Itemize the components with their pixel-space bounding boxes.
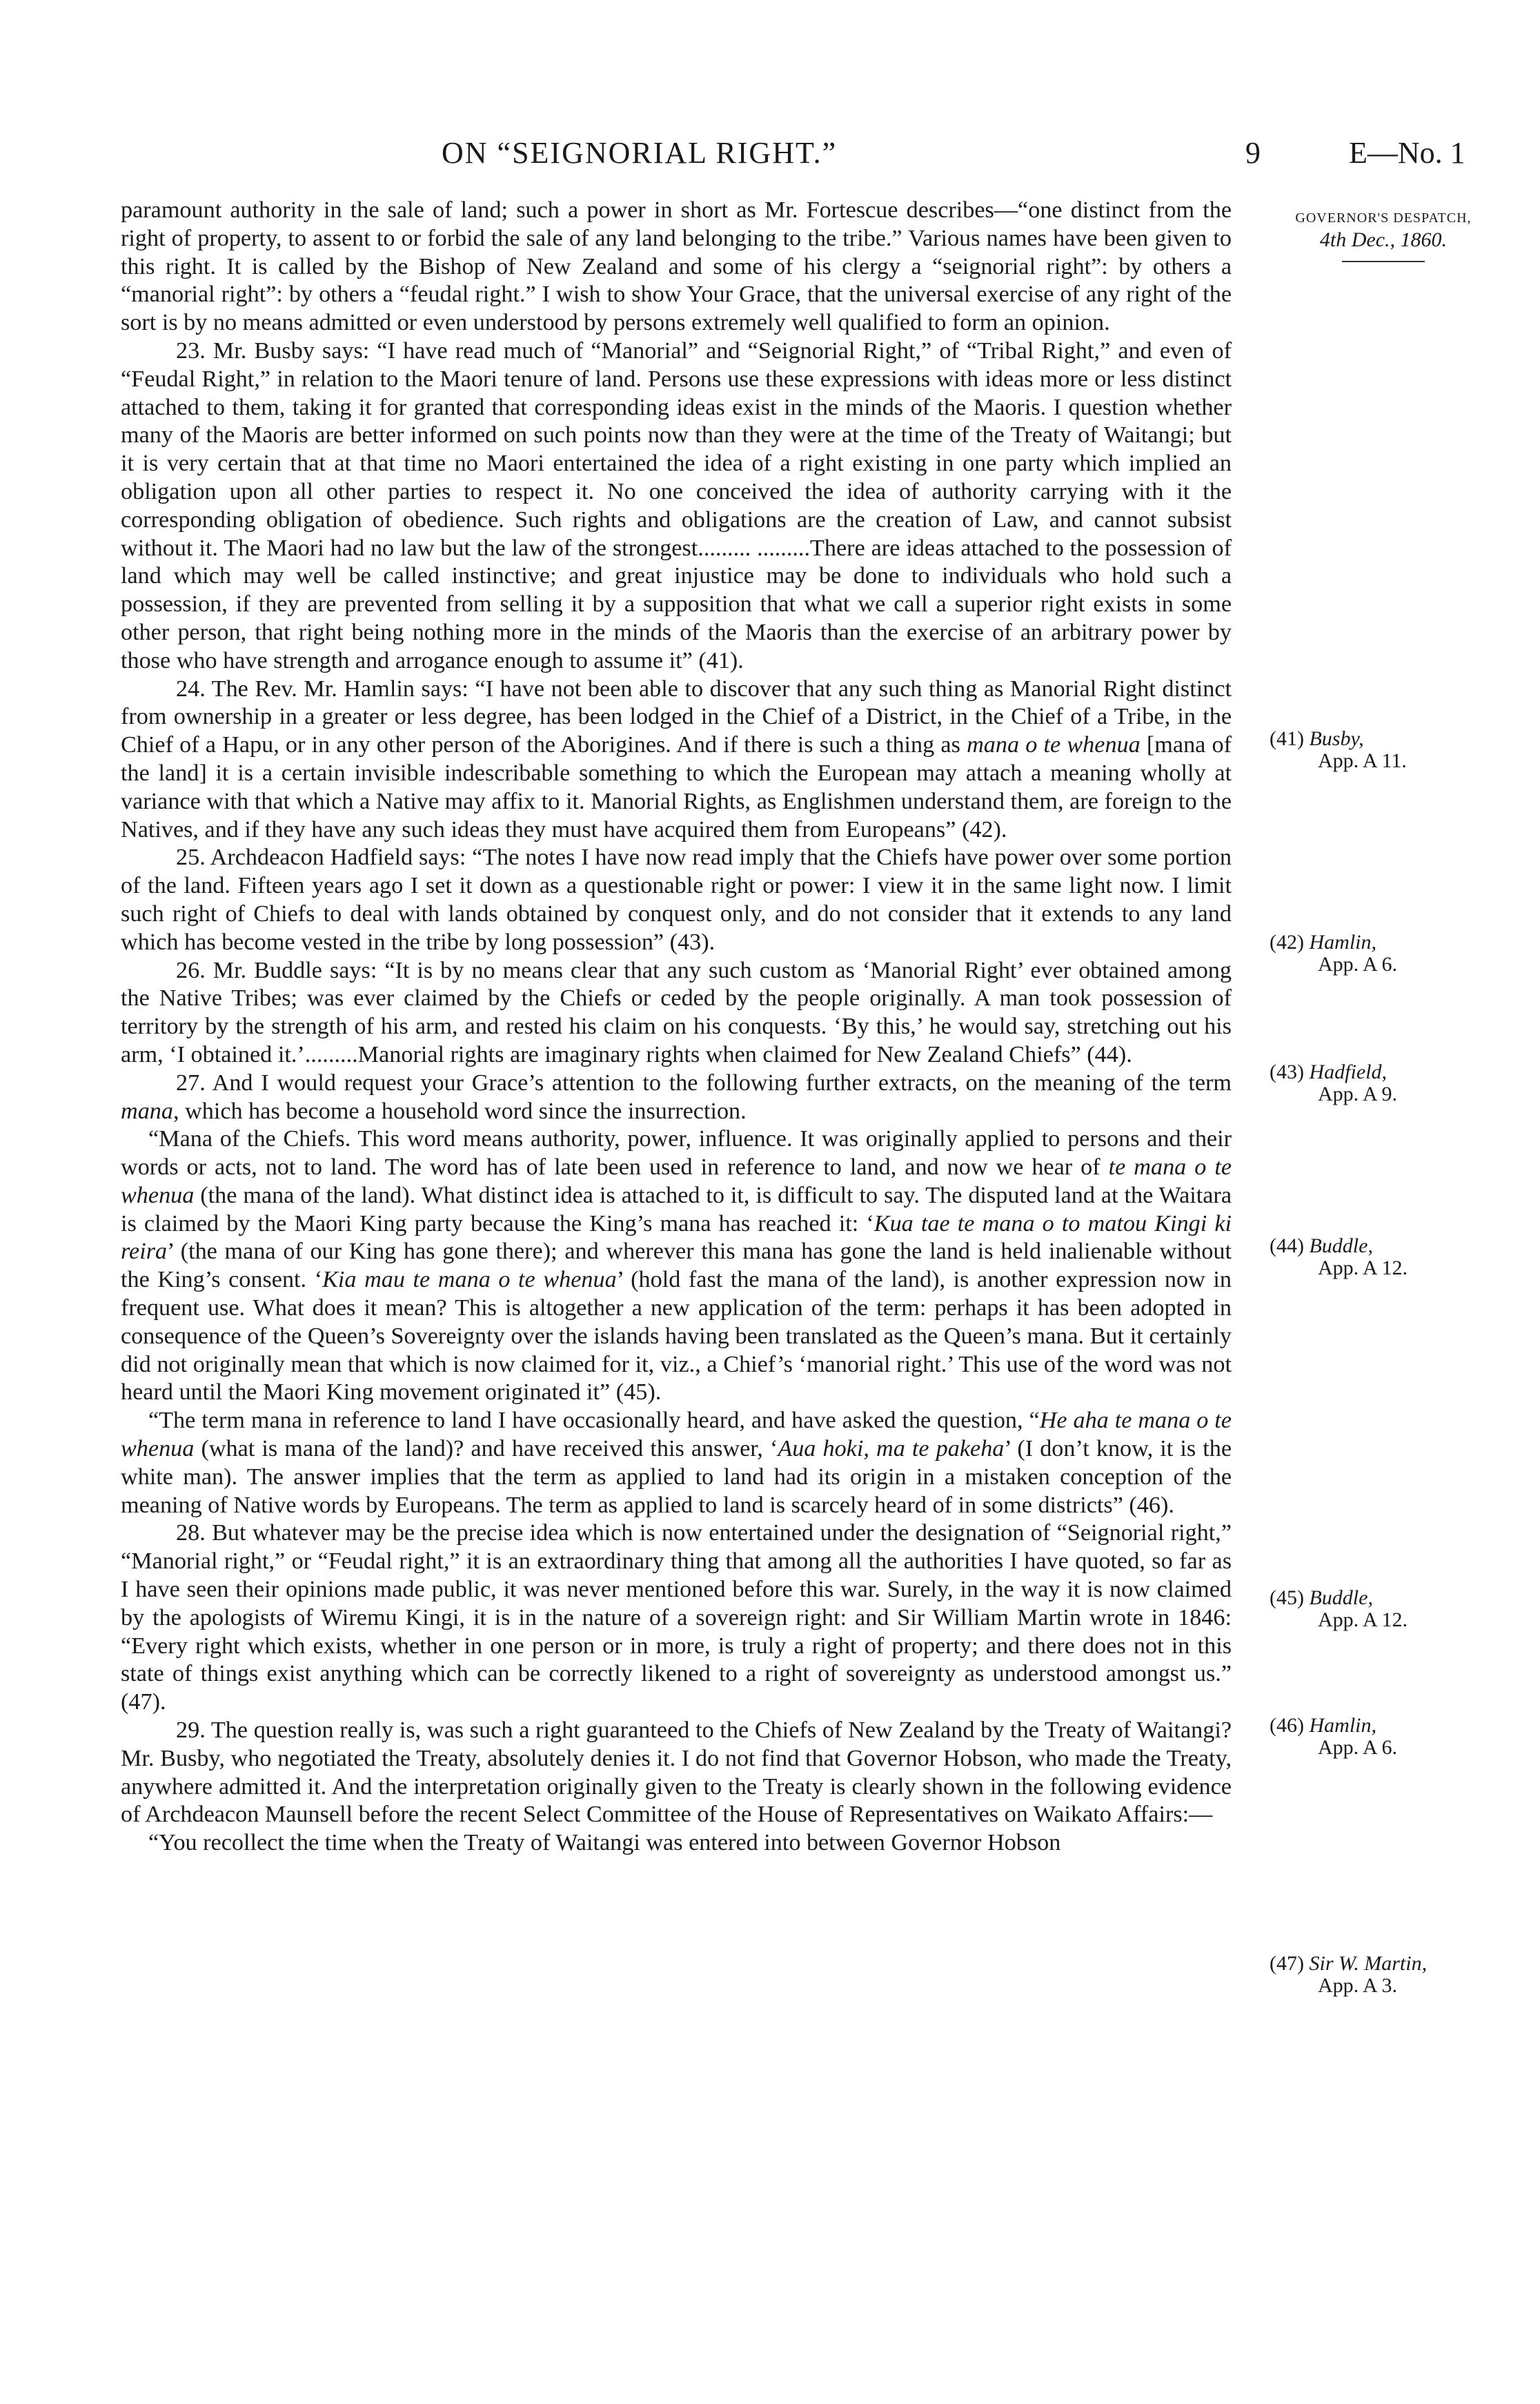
text-run: (what is mana of the land)? and have received this answer, ‘ — [194, 1436, 778, 1462]
margin-note-44 — [1270, 1235, 1497, 1279]
quotation-term-mana — [121, 1407, 1232, 1519]
text-run: (the mana of the land). What distinct idea is attached to it, is difficult to say. The disputed land at the Waitara is claimed by the Maori King party because the King’s mana has reached it: ‘ — [121, 1182, 1232, 1237]
paragraph-23: 23. Mr. Busby says: “I have read much of “Manorial” and “Seignorial Right,” of “Tribal Right,” and even of “Feudal Right,” in relation to the Maori tenure of land. Persons use these expressions with ideas more or less distinct attached to them, taking it for granted that corresponding ideas exist in the minds of the Maoris. I question whether many of the Maoris are better informed on such points now than they were at the time of the Treaty of Waitangi; but it is very certain that at that time no Maori entertained the idea of a right existing in one party which implied an obligation upon all other parties to respect it. No one conceived the idea of authority carrying with it the corresponding obligation of obedience. Such rights and obligations are the creation of Law, and cannot subsist without it. The Maori had no law but the law of the strongest......... .........There are ideas attached to the possession of land which may well be called instinctive; and great injustice may be done to individuals who hold such a possession, if they are prevented from selling it by a supposition that what we call a superior right exists in some other person, that right being nothing more in the minds of the Maoris than the exercise of an arbitrary power by those who have strength and arrogance enough to assume it” (41). — [121, 337, 1232, 673]
text-run: “Mana of the Chiefs. This word means authority, power, influence. It was originally applied to persons and their words or acts, not to land. The word has of late been used in reference to land, and now we hear of — [121, 1126, 1232, 1181]
note-author: Buddle, — [1309, 1586, 1373, 1609]
text-run: 24. The Rev. Mr. Hamlin says: “I have not been able to discover that any such thing as Manorial Right distinct from ownership in a greater or less degree, has been lodged in the Chief of a District, in the Chief of a Tribe, in the Chief of a Hapu, or in any other person of the Aborigines. And if there is such a thing as — [121, 676, 1232, 758]
italic-maori-term: Aua hoki, ma te pakeha — [778, 1436, 1005, 1462]
italic-maori-term: He aha te mana o te whenua — [121, 1408, 1232, 1462]
margin-note-47 — [1270, 1953, 1497, 1997]
italic-maori-term: te mana o te whenua — [121, 1154, 1232, 1208]
despatch-label: GOVERNOR'S DESPATCH, — [1295, 210, 1472, 226]
page-number: 9 — [1245, 136, 1261, 170]
note-author: Sir W. Martin, — [1309, 1952, 1428, 1975]
italic-maori-term: Kua tae te mana o to matou Kingi ki reira — [121, 1210, 1232, 1265]
note-number: (46) — [1270, 1714, 1304, 1737]
note-number: (47) — [1270, 1952, 1304, 1975]
note-number: (41) — [1270, 727, 1304, 750]
paragraph-25: 25. Archdeacon Hadfield says: “The notes I have now read imply that the Chiefs have power over some portion of the land. Fifteen years ago I set it down as a questionable right or power: I view it in the same light now. I limit such right of Chiefs to deal with lands obtained by conquest only, and do not consider that it extends to any land which has become vested in the tribe by long possession” (43). — [121, 845, 1232, 955]
paragraph-continued: paramount authority in the sale of land; such a power in short as Mr. Fortescue describes—“one distinct from the right of property, to assent to or forbid the sale of any land belonging to the tribe.” Various names have been given to this right. It is called by the Bishop of New Zealand and some of his clergy a “seignorial right”: by others a “manorial right”: by others a “feudal right.” I wish to show Your Grace, that the universal exercise of any right of the sort is by no means admitted or even understood by persons extremely well qualified to form an opinion. — [121, 197, 1232, 336]
note-number: (44) — [1270, 1234, 1304, 1257]
note-author: Hamlin, — [1309, 1714, 1376, 1737]
note-reference: App. A 11. — [1318, 749, 1407, 772]
note-author: Buddle, — [1309, 1234, 1373, 1257]
margin-note-46 — [1270, 1715, 1497, 1759]
margin-note-45 — [1270, 1587, 1497, 1631]
note-reference: App. A 9. — [1318, 1083, 1398, 1105]
note-number: (42) — [1270, 931, 1304, 954]
text-run: [mana of the land] it is a certain invisible indescribable something to which the European may attach a meaning wholly at variance with that which a Native may affix to it. Manorial Rights, as Englishmen understand them, are foreign to the Natives, and if they have any such ideas they must have acquired them from Europeans” (42). — [121, 732, 1232, 843]
note-author: Hamlin, — [1309, 931, 1376, 954]
text-run: “The term mana in reference to land I have occasionally heard, and have asked the question, “ — [148, 1408, 1040, 1434]
paragraph-28: 28. But whatever may be the precise idea which is now entertained under the designation of “Seignorial right,” “Manorial right,” or “Feudal right,” it is an extraordinary thing that among all the authorities I have quoted, so far as I have seen their opinions made public, it was never mentioned before this war. Surely, in the way it is now claimed by the apologists of Wiremu Kingi, it is in the nature of a sovereign right: and Sir William Martin wrote in 1846: “Every right which exists, whether in one person or in more, is truly a right of property; and there does not in this state of things exist anything which can be correctly likened to a right of sovereignty as understood amongst us.” (47). — [121, 1520, 1232, 1715]
paragraph-29: 29. The question really is, was such a right guaranteed to the Chiefs of New Zealand by the Treaty of Waitangi? Mr. Busby, who negotiated the Treaty, absolutely denies it. I do not find that Governor Hobson, who made the Treaty, anywhere admitted it. And the interpretation originally given to the Treaty is clearly shown in the following evidence of Archdeacon Maunsell before the recent Select Committee of the House of Representatives on Waikato Affairs:— — [121, 1717, 1232, 1828]
note-reference: App. A 6. — [1318, 1736, 1398, 1759]
margin-despatch-label — [1270, 207, 1497, 262]
margin-note-42 — [1270, 932, 1497, 976]
text-run: ’ (I don’t know, it is the white man). The answer implies that the term as applied to land had its origin in a mistaken conception of the meaning of Native words by Europeans. The term as applied to land is scarcely heard of in some districts” (46). — [121, 1436, 1232, 1518]
paragraph-26: 26. Mr. Buddle says: “It is by no means clear that any such custom as ‘Manorial Right’ ever obtained among the Native Tribes; was ever claimed by the Chiefs or ceded by the people originally. A man took possession of territory by the strength of his arm, and rested his claim on his conquests. ‘By this,’ he would say, stretching out his arm, ‘I obtained it.’.........Manorial rights are imaginary rights when claimed for New Zealand Chiefs” (44). — [121, 957, 1232, 1067]
text-run: , which has become a household word since the insurrection. — [172, 1098, 747, 1124]
paragraph-27 — [121, 1070, 1232, 1126]
quotation-mana-of-chiefs — [121, 1125, 1232, 1407]
note-author: Busby, — [1309, 727, 1364, 750]
margin-rule — [1342, 261, 1425, 262]
series-number: E—No. 1 — [1349, 136, 1465, 170]
text-run: ’ (the mana of our King has gone there); and wherever this mana has gone the land is held inalienable without the King’s consent. ‘ — [121, 1239, 1232, 1293]
note-reference: App. A 12. — [1318, 1257, 1408, 1279]
main-text — [121, 197, 1232, 1858]
italic-maori-term: mana — [121, 1098, 173, 1124]
italic-maori-term: mana o te whenua — [967, 732, 1141, 758]
note-number: (45) — [1270, 1586, 1304, 1609]
paragraph-24 — [121, 676, 1232, 845]
note-reference: App. A 3. — [1318, 1974, 1398, 1997]
page-header — [0, 135, 1540, 184]
text-run: 27. And I would request your Grace’s attention to the following further extracts, on the meaning of the term — [176, 1070, 1232, 1096]
despatch-date: 4th Dec., 1860. — [1319, 228, 1448, 251]
quotation-maunsell: “You recollect the time when the Treaty of Waitangi was entered into between Governor Hobson — [148, 1830, 1061, 1856]
note-reference: App. A 6. — [1318, 953, 1398, 976]
note-reference: App. A 12. — [1318, 1608, 1408, 1631]
running-title: ON “SEIGNORIAL RIGHT.” — [442, 136, 838, 170]
note-author: Hadfield, — [1309, 1061, 1387, 1083]
italic-maori-term: Kia mau te mana o te whenua — [322, 1267, 617, 1293]
note-number: (43) — [1270, 1061, 1304, 1083]
margin-note-43 — [1270, 1061, 1497, 1105]
text-run: ’ (hold fast the mana of the land), is another expression now in frequent use. What does it mean? This is altogether a new application of the term: perhaps it has been adopted in consequence of the Queen’s Sovereignty over the islands having been translated as the Queen’s mana. But it certainly did not originally mean that which is now claimed for it, viz., a Chief’s ‘manorial right.’ This use of the word was not heard until the Maori King movement originated it” (45). — [121, 1267, 1232, 1406]
margin-note-41 — [1270, 728, 1497, 772]
